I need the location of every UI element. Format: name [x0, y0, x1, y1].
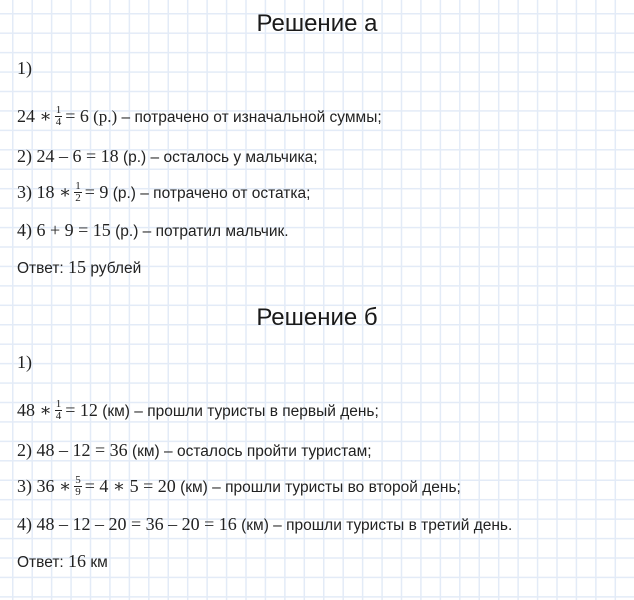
step-description: (р.) – потратил мальчик. — [110, 223, 289, 240]
step-description: (км) – прошли туристы в первый день; — [97, 403, 379, 420]
section-a-step1-label — [17, 58, 32, 80]
step-label: 3) — [17, 182, 32, 202]
math-right: = 4 ∗ 5 = 20 — [84, 476, 176, 496]
section-b-step3 — [17, 476, 461, 499]
fraction — [55, 105, 63, 128]
section-b-step2 — [17, 440, 372, 462]
step-description: (р.) – осталось у мальчика; — [118, 149, 318, 166]
section-a-step3 — [17, 182, 310, 205]
math-expression: 48 – 12 – 20 = 36 – 20 = 16 — [32, 514, 237, 534]
fraction-denominator: 2 — [75, 192, 81, 205]
answer-value: 16 — [68, 551, 87, 571]
fraction — [74, 181, 82, 204]
answer-unit: км — [86, 554, 108, 571]
section-b-answer — [17, 551, 108, 573]
step-description: (км) – прошли туристы в третий день. — [236, 517, 513, 534]
math-left: 18 ∗ — [32, 182, 72, 202]
step-description: (р.) – потрачено от остатка; — [108, 185, 311, 202]
step-label: 2) — [17, 146, 32, 166]
step-description: – потрачено от изначальной суммы; — [117, 109, 382, 126]
math-right: = 9 — [84, 182, 109, 202]
fraction-numerator: 1 — [75, 180, 81, 193]
math-right: = 12 — [65, 400, 98, 420]
section-a-title: Решение а — [256, 10, 378, 37]
step-label: 1) — [17, 58, 32, 78]
fraction-denominator: 9 — [75, 486, 81, 499]
step-label: 4) — [17, 514, 32, 534]
step-label: 1) — [17, 352, 32, 372]
section-b-title: Решение б — [256, 304, 378, 331]
answer-label: Ответ: — [17, 554, 69, 571]
step-label: 3) — [17, 476, 32, 496]
fraction — [74, 475, 82, 498]
math-left: 48 ∗ — [17, 400, 52, 420]
fraction — [55, 399, 63, 422]
section-b-step1 — [17, 400, 379, 423]
math-expression: 24 – 6 = 18 — [32, 146, 119, 166]
step-label: 2) — [17, 440, 32, 460]
unit-text: (р.) — [88, 107, 118, 126]
section-a-step4 — [17, 220, 289, 242]
answer-value: 15 — [68, 257, 87, 277]
step-description: (км) – осталось пройти туристам; — [127, 443, 372, 460]
math-expression: 6 + 9 = 15 — [32, 220, 111, 240]
math-expression: 48 – 12 = 36 — [32, 440, 128, 460]
section-a-answer — [17, 257, 141, 279]
fraction-numerator: 5 — [75, 474, 81, 487]
math-left: 24 ∗ — [17, 106, 52, 126]
section-b-step4 — [17, 514, 512, 536]
math-left: 36 ∗ — [32, 476, 72, 496]
fraction-numerator: 1 — [55, 398, 62, 411]
math-right: = 6 — [65, 106, 89, 126]
fraction-numerator: 1 — [55, 104, 62, 117]
fraction-denominator: 4 — [55, 116, 62, 129]
answer-unit: рублей — [86, 260, 142, 277]
answer-label: Ответ: — [17, 260, 69, 277]
step-label: 4) — [17, 220, 32, 240]
step-description: (км) – прошли туристы во второй день; — [175, 479, 461, 496]
fraction-denominator: 4 — [55, 410, 62, 423]
section-b-step1-label — [17, 352, 32, 374]
section-a-step1 — [17, 106, 382, 129]
section-a-step2 — [17, 146, 318, 168]
